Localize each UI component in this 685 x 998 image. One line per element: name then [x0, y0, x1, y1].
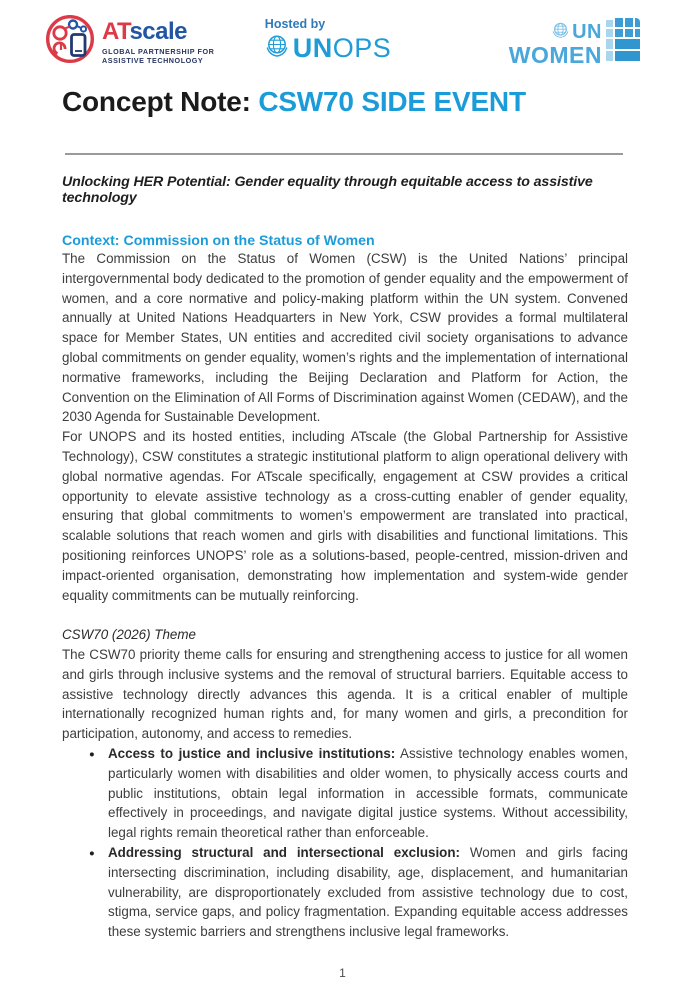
list-item [62, 843, 628, 942]
theme-paragraph: The CSW70 priority theme calls for ensuring and strengthening access to justice for all women and girls through inclusive systems and the removal of structural barriers. Equitable access to assistive technology directly advances this agenda. It is a critical enabler of multiple internationally recognized human rights and, for many women and girls, a precondition for participation, autonomy, and access to remedies. [62, 646, 628, 742]
un-emblem-icon [551, 21, 570, 44]
unops-ops: OPS [332, 33, 392, 63]
atscale-wordmark [102, 18, 214, 65]
event-subtitle: Unlocking HER Potential: Gender equality through equitable access to assistive technology [62, 174, 593, 206]
theme-bullet-list [62, 744, 628, 942]
page-title-prefix: Concept Note: [62, 86, 259, 117]
horizontal-rule [65, 153, 623, 155]
unops-wordmark [293, 35, 392, 62]
atscale-tagline-line2: ASSISTIVE TECHNOLOGY [102, 56, 204, 65]
unwomen-un: UN [572, 21, 602, 43]
hosted-by-label: Hosted by [264, 17, 326, 31]
page-number: 1 [339, 966, 346, 980]
atscale-name [102, 18, 187, 45]
atscale-name-at: AT [102, 18, 130, 45]
atscale-emblem-icon [45, 14, 95, 69]
un-emblem-icon [264, 33, 290, 64]
unops-logo [264, 14, 392, 64]
page-title-highlight: CSW70 SIDE EVENT [258, 86, 526, 117]
context-paragraph-1: The Commission on the Status of Women (CSW) is the United Nations’ principal intergovernmental body dedicated to the promotion of gender equality and the empowerment of women, and a core normative and policy-making platform within the UN system. Convened annually at United Nations Headquarters in New York, CSW provides a formal multilateral space for Member States, UN entities and accredited civil society organisations to advance global commitments on gender equality, women’s rights and the implementation of international normative frameworks, including the Beijing Declaration and Platform for Action, the Convention on the Elimination of All Forms of Discrimination against Women (CEDAW), and the 2030 Agenda for Sustainable Development. [62, 251, 628, 425]
atscale-tagline [102, 47, 214, 65]
unwomen-wordmark [509, 21, 602, 67]
unops-un: UN [292, 33, 333, 63]
header-logos [45, 14, 640, 68]
page-title [62, 86, 628, 118]
bullet-lead: Addressing structural and intersectional exclusion: [108, 844, 460, 860]
theme-section-heading: CSW70 (2026) Theme [62, 627, 196, 643]
unwomen-mark-icon [606, 18, 640, 69]
atscale-logo [45, 14, 214, 69]
atscale-tagline-line1: GLOBAL PARTNERSHIP FOR [102, 47, 215, 56]
context-paragraph-2: For UNOPS and its hosted entities, including ATscale (the Global Partnership for Assistive Technology), CSW constitutes a strategic institutional platform to align operational delivery with global normative agendas. For ATscale specifically, engagement at CSW provides a critical opportunity to elevate assistive technology as a cross-cutting enabler of gender equality, ensuring that global commitments to women’s empowerment are translated into practical, scalable solutions that reach women and girls with disabilities and functional limitations. This positioning reinforces UNOPS’ role as a solutions-based, people-centred, mission-driven and impact-oriented organisation, demonstrating how implementation and system-wide gender equality commitments can be mutually reinforcing. [62, 429, 628, 603]
context-section-heading: Context: Commission on the Status of Women [62, 233, 375, 249]
bullet-text: Women and girls facing intersecting discrimination, including disability, age, displacement, and humanitarian vulnerability, are disproportionately excluded from assistive technology due to cost, stigma, service gaps, and policy fragmentation. Expanding equitable access addresses these systemic barriers and strengthens inclusive legal frameworks. [108, 844, 628, 940]
unwomen-logo [509, 14, 640, 69]
atscale-name-scale: scale [129, 18, 187, 45]
list-item [62, 744, 628, 843]
bullet-text: Assistive technology enables women, particularly women with disabilities and older women, to physically access courts and public institutions, obtain legal information in accessible formats, communicate effectively in proceedings, and navigate digital justice systems. Without accessibility, legal rights remain theoretical rather than enforceable. [108, 745, 628, 841]
unwomen-women: WOMEN [508, 41, 602, 68]
bullet-lead: Access to justice and inclusive institutions: [108, 745, 396, 761]
